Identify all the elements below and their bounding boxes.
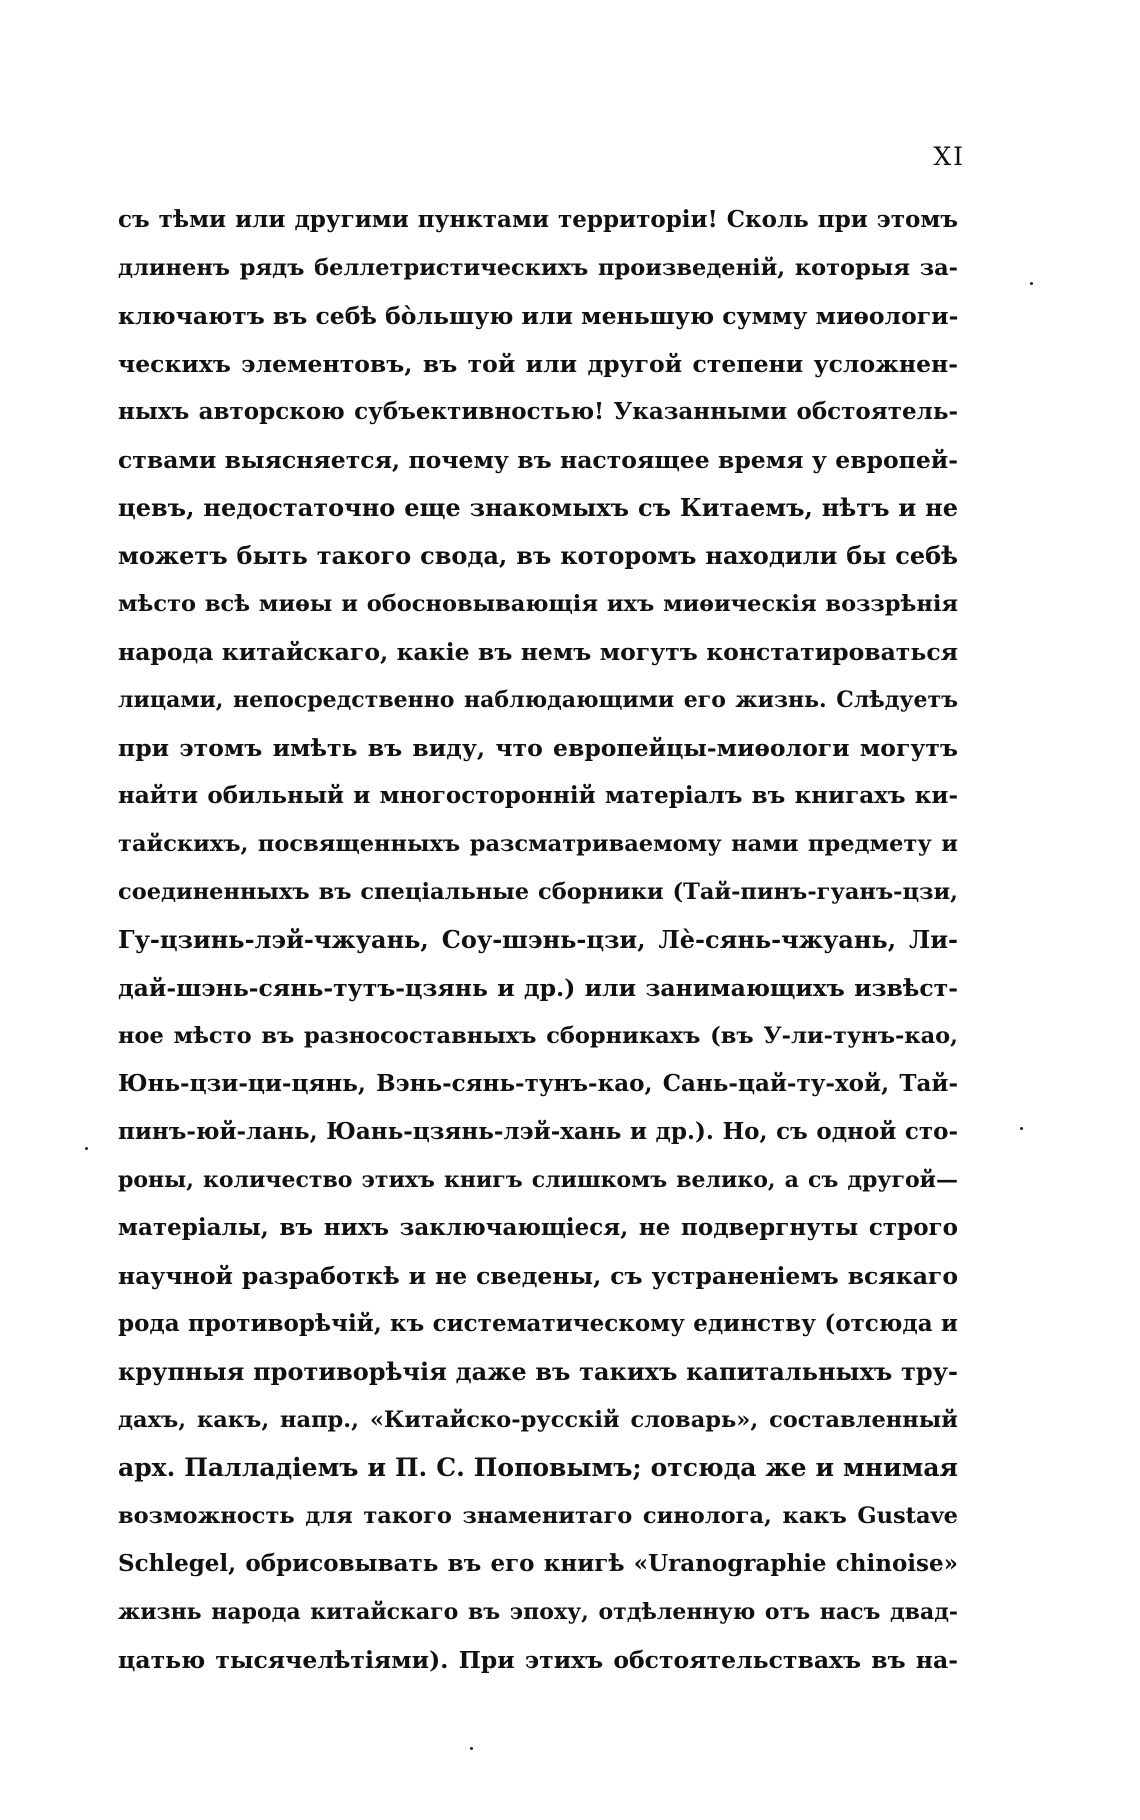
scan-speck xyxy=(85,1147,88,1150)
text-line: длиненъ рядъ беллетристическихъ произведеній, которыя за- xyxy=(118,255,958,281)
text-line: Гу-цзинь-лэй-чжуань, Соу-шэнь-цзи, Лѐ-сянь-чжуань, Ли- xyxy=(118,925,958,954)
text-line: найти обильный и многосторонній матеріалъ въ книгахъ ки- xyxy=(118,782,958,809)
text-line: цатью тысячелѣтіями). При этихъ обстоятельствахъ въ на- xyxy=(118,1646,958,1674)
scan-speck xyxy=(1020,1127,1023,1130)
text-line: ное мѣсто въ разносоставныхъ сборникахъ (въ У-ли-тунъ-као, xyxy=(118,1023,958,1049)
body-text xyxy=(118,196,958,1684)
text-line: Schlegel, обрисовывать въ его книгѣ «Uranographie chinoise» xyxy=(118,1550,958,1577)
text-line: лицами, непосредственно наблюдающими его жизнь. Слѣдуетъ xyxy=(118,687,958,713)
text-line: мѣсто всѣ миѳы и обосновывающія ихъ миѳическія воззрѣнія xyxy=(118,591,958,617)
text-line: рода противорѣчій, къ систематическому единству (отсюда и xyxy=(118,1310,958,1337)
text-line: тайскихъ, посвященныхъ разсматриваемому нами предмету и xyxy=(118,831,958,857)
text-line: роны, количество этихъ книгъ слишкомъ велико, а съ другой— xyxy=(118,1167,958,1193)
text-line: крупныя противорѣчія даже въ такихъ капитальныхъ тру- xyxy=(118,1357,958,1386)
text-line: соединенныхъ въ спеціальные сборники (Тай-пинъ-гуанъ-цзи, xyxy=(118,879,958,905)
text-line: жизнь народа китайскаго въ эпоху, отдѣленную отъ насъ двад- xyxy=(118,1599,958,1625)
text-line: ствами выясняется, почему въ настоящее время у европей- xyxy=(118,446,958,474)
text-line: матеріалы, въ нихъ заключающіеся, не подвергнуты строго xyxy=(118,1214,958,1241)
text-line: народа китайскаго, какіе въ немъ могутъ констатироваться xyxy=(118,638,958,666)
text-line: цевъ, недостаточно еще знакомыхъ съ Китаемъ, нѣтъ и не xyxy=(118,493,958,522)
scan-speck xyxy=(1030,282,1033,285)
text-line: дахъ, какъ, напр., «Китайско-русскій словарь», составленный xyxy=(118,1407,958,1433)
text-line: ныхъ авторскою субъективностью! Указанными обстоятель- xyxy=(118,398,958,425)
text-line: ческихъ элементовъ, въ той или другой степени усложнен- xyxy=(118,350,958,378)
text-line: арх. Палладіемъ и П. С. Поповымъ; отсюда же и мнимая xyxy=(118,1453,958,1482)
text-line: при этомъ имѣть въ виду, что европейцы-миѳологи могутъ xyxy=(118,734,958,762)
text-line: возможность для такого знаменитаго синолога, какъ Gustave xyxy=(118,1503,958,1529)
page-number: XI xyxy=(933,142,965,171)
text-line: съ тѣми или другими пунктами территоріи! Сколь при этомъ xyxy=(118,206,958,233)
text-line: научной разработкѣ и не сведены, съ устраненіемъ всякаго xyxy=(118,1262,958,1290)
text-line: ключаютъ въ себѣ бо̀льшую или меньшую сумму миѳологи- xyxy=(118,302,959,330)
text-line: дай-шэнь-сянь-тутъ-цзянь и др.) или занимающихъ извѣст- xyxy=(118,974,958,1002)
text-line: пинъ-юй-лань, Юань-цзянь-лэй-хань и др.). Но, съ одной сто- xyxy=(118,1118,958,1145)
text-line: Юнь-цзи-ци-цянь, Вэнь-сянь-тунъ-као, Сань-цай-ту-хой, Тай- xyxy=(118,1070,958,1097)
text-line: можетъ быть такого свода, въ которомъ находили бы себѣ xyxy=(118,541,958,570)
scan-speck xyxy=(470,1747,473,1750)
